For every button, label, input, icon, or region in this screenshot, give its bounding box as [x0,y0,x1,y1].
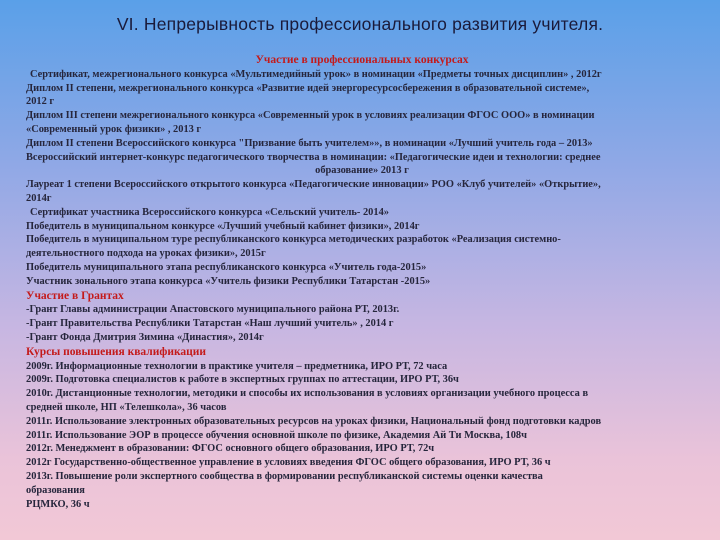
courses-heading: Курсы повышения квалификации [26,345,207,358]
grants-heading: Участие в Грантах [26,289,124,302]
competitions-list [26,68,698,289]
competition-line: Лауреат 1 степени Всероссийского открытого конкурса «Педагогические инновации» РОО «Клуб учителей» «Открытие», [26,179,601,191]
competition-line: Диплом II степени Всероссийского конкурса "Призвание быть учителем»», в номинации «Лучший учитель года – 2013» [26,137,593,149]
grant-line: -Грант Правительства Республики Татарстан «Наш лучший учитель» , 2014 г [26,318,394,330]
courses-list [26,360,698,512]
competition-line: Диплом II степени, межрегионального конкурса «Развитие идей энергоресурсосбережения в образовательной системе», [26,82,590,94]
course-line: средней школе, НП «Телешкола», 36 часов [26,401,227,413]
competition-line: Всероссийский интернет-конкурс педагогического творчества в номинации: «Педагогические идеи и технологии: среднее [26,151,601,163]
competition-line: 2012 г [26,96,55,108]
course-line: РЦМКО, 36 ч [26,498,90,510]
competition-line: Победитель в муниципальном туре республиканского конкурса методических разработок «Реализация системно- [26,234,561,246]
competition-line: Участник зонального этапа конкурса «Учитель физики Республики Татарстан -2015» [26,275,431,287]
competition-line: деятельностного подхода на уроках физики», 2015г [26,248,266,260]
grant-line: -Грант Фонда Дмитрия Зимина «Династия», 2014г [26,331,264,343]
course-line: образования [26,484,85,496]
slide-content [26,54,698,511]
competition-line: Сертификат участника Всероссийского конкурса «Сельский учитель- 2014» [30,206,389,218]
course-line: 2009г. Информационные технологии в практике учителя – предметника, ИРО РТ, 72 часа [26,360,448,372]
course-line: 2013г. Повышение роли экспертного сообщества в формировании республиканской системы оценки качества [26,470,543,482]
competition-line: Диплом III степени межрегионального конкурса «Современный урок в условиях реализации ФГОС ООО» в номинации [26,110,595,122]
grants-list [26,303,698,344]
course-line: 2012г Государственно-общественное управление в условиях введения ФГОС общего образования, ИРО РТ, 36 ч [26,457,551,469]
competition-line: 2014г [26,192,52,204]
course-line: 2009г. Подготовка специалистов к работе в экспертных группах по аттестации, ИРО РТ, 36ч [26,374,459,386]
course-line: 2011г. Использование электронных образовательных ресурсов на уроках физики, Национальный фонд подготовки кадров [26,415,602,427]
grant-line: -Грант Главы администрации Апастовского муниципального района РТ, 2013г. [26,304,400,316]
competition-line: Победитель муниципального этапа республиканского конкурса «Учитель года-2015» [26,261,427,273]
course-line: 2010г. Дистанционные технологии, методики и способы их использования в условиях организации учебного процесса в [26,388,589,400]
competition-line: Победитель в муниципальном конкурсе «Лучший учебный кабинет физики», 2014г [26,220,420,232]
competitions-heading: Участие в профессиональных конкурсах [255,54,469,66]
course-line: 2011г. Использование ЭОР в процессе обучения основной школе по физике, Академия Ай Ти Москва, 108ч [26,429,527,441]
competition-line: «Современный урок физики» , 2013 г [26,123,202,135]
competition-line: Сертификат, межрегионального конкурса «Мультимедийный урок» в номинации «Предметы точных дисциплин» , 2012г [30,68,602,80]
course-line: 2012г. Менеджмент в образовании: ФГОС основного общего образования, ИРО РТ, 72ч [26,443,435,455]
slide-title: VI. Непрерывность профессионального развития учителя. [116,14,604,34]
competition-line: образование» 2013 г [315,165,409,177]
